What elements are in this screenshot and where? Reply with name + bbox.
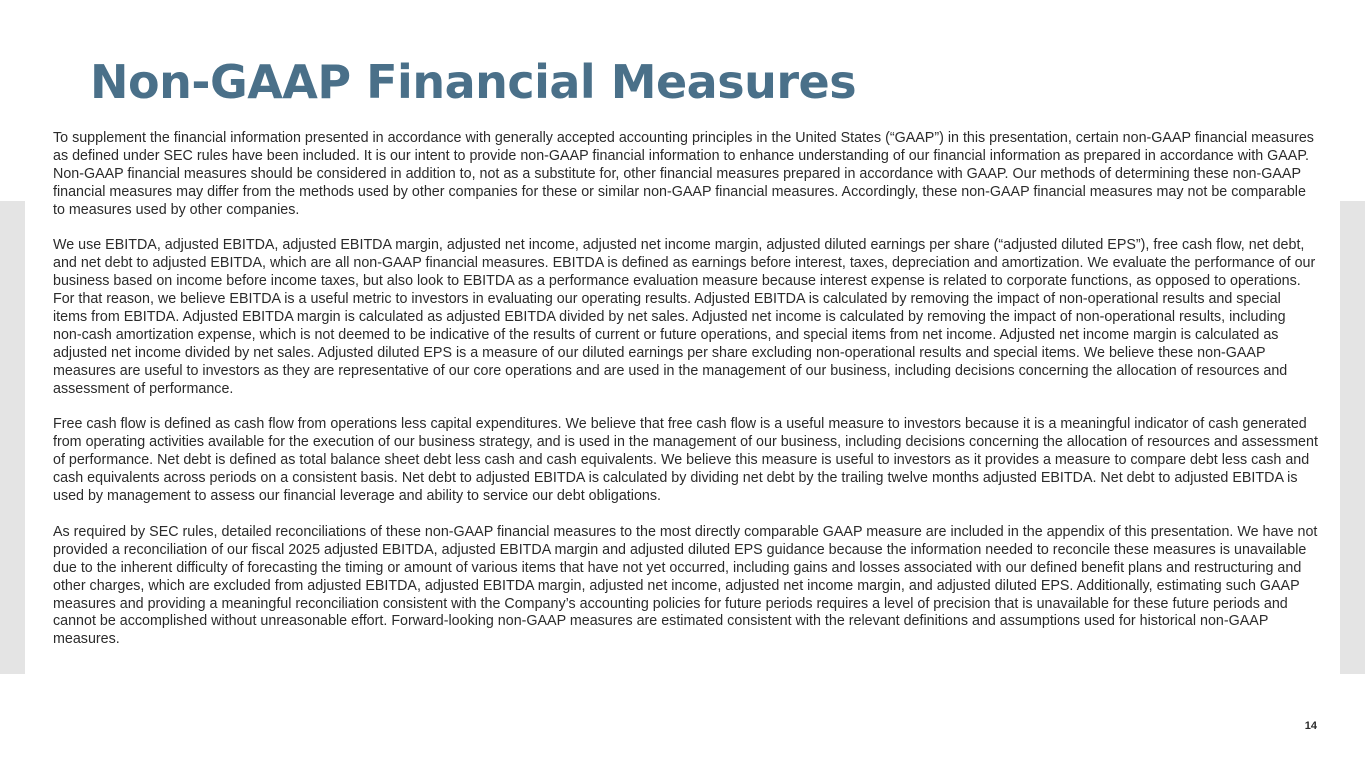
body-text	[53, 130, 1318, 649]
page-number: 14	[1304, 720, 1317, 732]
left-side-bar	[0, 201, 25, 674]
paragraph-reconciliation: As required by SEC rules, detailed reconciliations of these non-GAAP financial measures to the most directly comparable GAAP measure are included in the appendix of this presentation. We have not provided a reconciliation of our fiscal 2025 adjusted EBITDA, adjusted EBITDA margin and adjusted diluted EPS guidance because the information needed to reconcile these measures is unavailable due to the inherent difficulty of forecasting the timing or amount of various items that have not yet occurred, including gains and losses associated with our defined benefit plans and restructuring and other charges, which are excluded from adjusted EBITDA, adjusted EBITDA margin, adjusted net income, adjusted net income margin, and adjusted diluted EPS. Additionally, estimating such GAAP measures and providing a meaningful reconciliation consistent with the Company’s accounting policies for future periods requires a level of precision that is unavailable for these future periods and cannot be accomplished without unreasonable effort. Forward-looking non-GAAP measures are estimated consistent with the relevant definitions and assumptions used for historical non-GAAP measures.	[53, 523, 1318, 648]
paragraph-ebitda: We use EBITDA, adjusted EBITDA, adjusted EBITDA margin, adjusted net income, adjusted net income margin, adjusted diluted earnings per share (“adjusted diluted EPS”), free cash flow, net debt, and net debt to adjusted EBITDA, which are all non-GAAP financial measures. EBITDA is defined as earnings before interest, taxes, depreciation and amortization. We evaluate the performance of our business based on income before income taxes, but also look to EBITDA as a performance evaluation measure because interest expense is related to corporate functions, as opposed to operations. For that reason, we believe EBITDA is a useful metric to investors in evaluating our operating results. Adjusted EBITDA is calculated by removing the impact of non-operational results and special items from EBITDA. Adjusted EBITDA margin is calculated as adjusted EBITDA divided by net sales. Adjusted net income is calculated by removing the impact of non-operational results, including non-cash amortization expense, which is not deemed to be indicative of the results of current or future operations, and special items from net income. Adjusted net income margin is calculated as adjusted net income divided by net sales. Adjusted diluted EPS is a measure of our diluted earnings per share excluding non-operational results and special items. We believe these non-GAAP measures are useful to investors as they are representative of our core operations and are used in the management of our business, including decisions concerning the allocation of resources and assessment of performance.	[53, 237, 1316, 397]
slide-title: Non-GAAP Financial Measures	[90, 55, 857, 109]
right-side-bar	[1340, 201, 1365, 674]
paragraph-intro: To supplement the financial information presented in accordance with generally accepted accounting principles in the United States (“GAAP”) in this presentation, certain non-GAAP financial measures as defined under SEC rules have been included. It is our intent to provide non-GAAP financial information to enhance understanding of our financial information as prepared in accordance with GAAP. Non-GAAP financial measures should be considered in addition to, not as a substitute for, other financial measures prepared in accordance with GAAP. Our methods of determining these non-GAAP financial measures may differ from the methods used by other companies for these or similar non-GAAP financial measures. Accordingly, these non-GAAP financial measures may not be comparable to measures used by other companies.	[53, 130, 1314, 218]
paragraph-free-cash-flow: Free cash flow is defined as cash flow from operations less capital expenditures. We believe that free cash flow is a useful measure to investors because it is a meaningful indicator of cash generated from operating activities available for the execution of our business strategy, and is used in the management of our business, including decisions concerning the allocation of resources and assessment of performance. Net debt is defined as total balance sheet debt less cash and cash equivalents. We believe this measure is useful to investors as it provides a measure to compare debt less cash and cash equivalents across periods on a consistent basis. Net debt to adjusted EBITDA is calculated by dividing net debt by the trailing twelve months adjusted EBITDA. Net debt to adjusted EBITDA is used by management to assess our financial leverage and ability to service our debt obligations.	[53, 416, 1318, 505]
